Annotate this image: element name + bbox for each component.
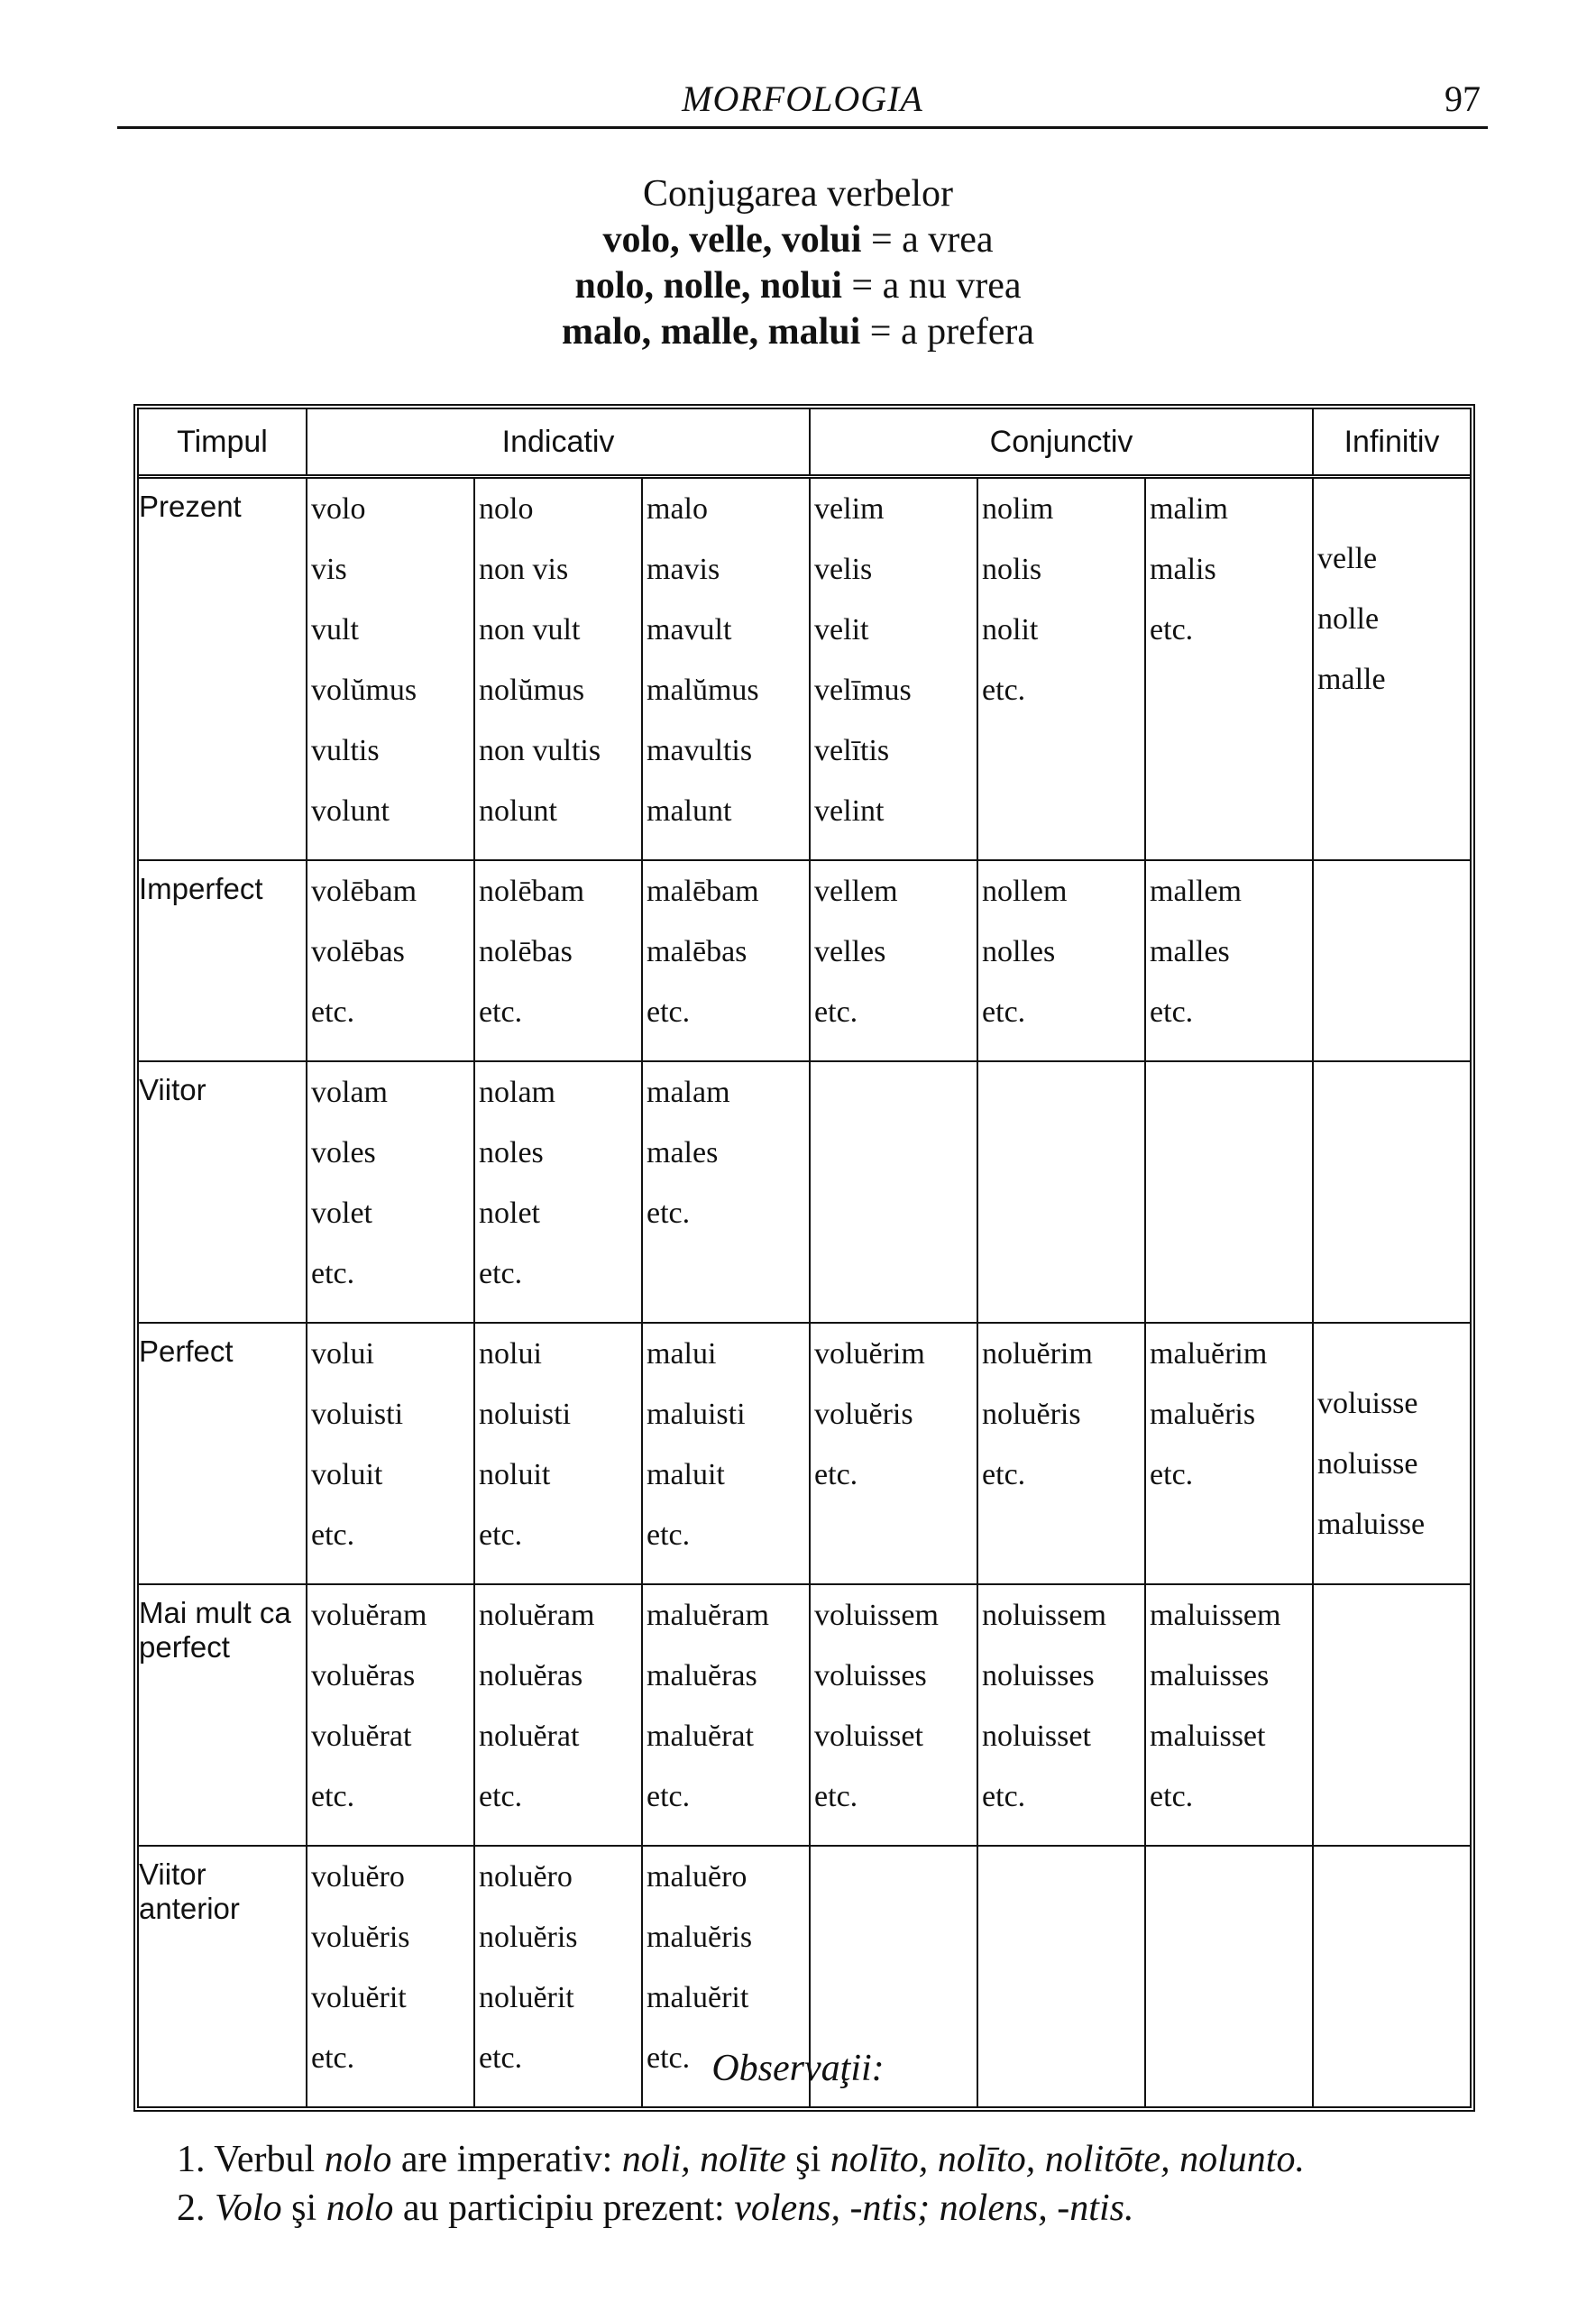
verb-form: voluisti xyxy=(311,1398,404,1431)
verb-form: nolŭmus xyxy=(479,674,585,707)
observations-title: Observaţii: xyxy=(711,2048,885,2089)
verb-form: nolet xyxy=(479,1197,540,1230)
note-segment: au participiu prezent: xyxy=(393,2187,735,2229)
note-segment: are imperativ: xyxy=(391,2139,622,2180)
conjunctiv-cell xyxy=(810,1584,977,1846)
verb-form: etc. xyxy=(1150,1780,1194,1813)
infinitiv-cell xyxy=(1313,477,1470,861)
tense-row xyxy=(139,1323,1470,1584)
header-infinitiv: Infinitiv xyxy=(1313,409,1470,477)
note-segment: nolo xyxy=(324,2139,392,2180)
verb-form: nolui xyxy=(479,1337,542,1371)
verb-form: etc. xyxy=(814,1780,858,1813)
indicativ-cell xyxy=(474,477,642,861)
verb-form: maluĕram xyxy=(647,1599,769,1632)
heading-verb-line xyxy=(0,217,1596,263)
verb-form: vult xyxy=(311,613,359,647)
indicativ-cell xyxy=(474,1323,642,1584)
verb-form: noluĕrat xyxy=(479,1720,580,1753)
conjunctiv-cell xyxy=(1145,1323,1313,1584)
verb-form: noluit xyxy=(479,1458,551,1491)
verb-form: maluĕras xyxy=(647,1659,757,1692)
heading-verb-line xyxy=(0,263,1596,309)
verb-form: voluĕrim xyxy=(814,1337,925,1371)
header-timpul: Timpul xyxy=(139,409,307,477)
indicativ-cell xyxy=(474,1061,642,1323)
verb-form: nolam xyxy=(479,1076,555,1109)
verb-form: noluĕram xyxy=(479,1599,595,1632)
verb-form: voluisset xyxy=(814,1720,923,1753)
verb-form: non vultis xyxy=(479,734,601,767)
verb-form: nolēbam xyxy=(479,875,585,908)
verb-form: etc. xyxy=(311,2041,355,2075)
verb-form: etc. xyxy=(982,995,1026,1029)
verb-form: voles xyxy=(311,1136,376,1169)
verb-form: voluit xyxy=(311,1458,383,1491)
conjunctiv-cell xyxy=(810,860,977,1061)
header-row xyxy=(139,409,1470,477)
conjunctiv-cell xyxy=(1145,477,1313,861)
verb-form: noluĕro xyxy=(479,1860,573,1894)
note-segment: volens, -ntis; nolens, -ntis. xyxy=(734,2187,1134,2229)
verb-form: vellem xyxy=(814,875,898,908)
verb-form: noluĕrit xyxy=(479,1981,574,2014)
verb-form: maluĕrim xyxy=(1150,1337,1268,1371)
observation-note xyxy=(177,2135,1305,2184)
verb-forms: malo, malle, malui xyxy=(561,311,861,353)
verb-form: volēbam xyxy=(311,875,417,908)
verb-form: velis xyxy=(814,553,873,586)
conjunctiv-cell xyxy=(977,1584,1145,1846)
verb-form: mavis xyxy=(647,553,720,586)
verb-form: noluisses xyxy=(982,1659,1095,1692)
verb-form: velles xyxy=(814,935,886,968)
conjunctiv-cell xyxy=(810,1323,977,1584)
verb-form: nolle xyxy=(1317,602,1380,636)
section-heading xyxy=(0,171,1596,355)
indicativ-cell xyxy=(307,477,474,861)
verb-form: etc. xyxy=(311,1257,355,1290)
verb-form: mavultis xyxy=(647,734,753,767)
verb-form: etc. xyxy=(982,1458,1026,1491)
verb-form: etc. xyxy=(982,674,1026,707)
verb-form: etc. xyxy=(647,1780,691,1813)
note-segment: 2. xyxy=(177,2187,215,2229)
verb-form: non vis xyxy=(479,553,569,586)
observation-note xyxy=(177,2184,1305,2233)
tense-label: Prezent xyxy=(139,490,242,523)
verb-form: volui xyxy=(311,1337,374,1371)
observations-notes xyxy=(177,2135,1305,2233)
verb-form: nolles xyxy=(982,935,1056,968)
note-segment: Volo xyxy=(215,2187,282,2229)
verb-form: noles xyxy=(479,1136,544,1169)
verb-form: noluissem xyxy=(982,1599,1106,1632)
heading-verb-line xyxy=(0,309,1596,355)
verb-form: etc. xyxy=(982,1780,1026,1813)
verb-form: noluĕris xyxy=(479,1921,578,1954)
infinitiv-cell xyxy=(1313,1061,1470,1323)
tense-row xyxy=(139,477,1470,861)
infinitiv-cell xyxy=(1313,1323,1470,1584)
running-title: MORFOLOGIA xyxy=(682,78,923,119)
note-segment: noli, nolīte xyxy=(621,2139,786,2180)
indicativ-cell xyxy=(642,1323,810,1584)
verb-form: voluissem xyxy=(814,1599,939,1632)
verb-form: maluisses xyxy=(1150,1659,1270,1692)
verb-form: malles xyxy=(1150,935,1230,968)
verb-form: volunt xyxy=(311,794,390,828)
indicativ-cell xyxy=(307,1061,474,1323)
tense-row xyxy=(139,1584,1470,1846)
tense-row xyxy=(139,860,1470,1061)
verb-form: malo xyxy=(647,492,708,526)
tense-label: Perfect xyxy=(139,1323,307,1584)
indicativ-cell xyxy=(642,477,810,861)
verb-form: voluĕram xyxy=(311,1599,427,1632)
verb-form: nolim xyxy=(982,492,1054,526)
verb-form: velīmus xyxy=(814,674,912,707)
conjunctiv-cell xyxy=(1145,1584,1313,1846)
verb-form: malam xyxy=(647,1076,730,1109)
verb-form: nolo xyxy=(479,492,534,526)
verb-form: vultis xyxy=(311,734,380,767)
verb-form: velint xyxy=(814,794,885,828)
verb-form: maluit xyxy=(647,1458,725,1491)
infinitiv-cell xyxy=(1313,860,1470,1061)
page-number: 97 xyxy=(1445,78,1481,119)
verb-form: etc. xyxy=(647,995,691,1029)
verb-form: mallem xyxy=(1150,875,1242,908)
conjunctiv-cell xyxy=(977,1061,1145,1323)
verb-form: etc. xyxy=(479,1518,523,1552)
conjunctiv-cell xyxy=(1145,1061,1313,1323)
verb-form: etc. xyxy=(479,2041,523,2075)
indicativ-cell xyxy=(642,1584,810,1846)
conjunctiv-cell xyxy=(810,477,977,861)
verb-form: maluĕris xyxy=(647,1921,753,1954)
indicativ-cell xyxy=(307,860,474,1061)
verb-form: volam xyxy=(311,1076,388,1109)
verb-form: voluĕras xyxy=(311,1659,416,1692)
note-segment: nolīto, nolīto, nolitōte, nolunto. xyxy=(830,2139,1305,2180)
conjunctiv-cell xyxy=(977,1323,1145,1584)
verb-form: malunt xyxy=(647,794,732,828)
note-segment: nolo xyxy=(326,2187,394,2229)
verb-form: etc. xyxy=(1150,1458,1194,1491)
verb-form: etc. xyxy=(814,995,858,1029)
verb-form: noluisse xyxy=(1317,1447,1418,1481)
note-segment: 1. Verbul xyxy=(177,2139,325,2180)
indicativ-cell xyxy=(474,860,642,1061)
verb-form: volet xyxy=(311,1197,372,1230)
verb-form: etc. xyxy=(647,1518,691,1552)
verb-form: voluĕrit xyxy=(311,1981,407,2014)
conjunctiv-cell xyxy=(977,860,1145,1061)
conjunctiv-cell xyxy=(977,477,1145,861)
running-header xyxy=(117,72,1488,129)
verb-form: maluisset xyxy=(1150,1720,1266,1753)
verb-form: etc. xyxy=(1150,995,1194,1029)
verb-form: maluĕrat xyxy=(647,1720,754,1753)
conjugation-table xyxy=(133,404,1475,2112)
verb-form: maluĕrit xyxy=(647,1981,749,2014)
verb-form: velle xyxy=(1317,542,1378,575)
note-segment: şi xyxy=(281,2187,326,2229)
verb-form: malēbas xyxy=(647,935,748,968)
tense-row xyxy=(139,1061,1470,1323)
verb-form: volo xyxy=(311,492,366,526)
verb-form: malle xyxy=(1317,663,1386,696)
verb-form: nolēbas xyxy=(479,935,573,968)
verb-form: etc. xyxy=(479,1257,523,1290)
heading-line: Conjugarea verbelor xyxy=(642,173,954,215)
verb-form: mavult xyxy=(647,613,732,647)
verb-form: malui xyxy=(647,1337,717,1371)
verb-form: malim xyxy=(1150,492,1228,526)
conjunctiv-cell xyxy=(1145,860,1313,1061)
tense-label: Imperfect xyxy=(139,860,307,1061)
verb-form: noluisti xyxy=(479,1398,572,1431)
verb-form: voluisses xyxy=(814,1659,927,1692)
tense-label: Mai mult ca perfect xyxy=(139,1584,307,1846)
note-segment: şi xyxy=(785,2139,830,2180)
verb-form: etc. xyxy=(311,1518,355,1552)
infinitiv-cell xyxy=(1313,1584,1470,1846)
verb-form: malēbam xyxy=(647,875,759,908)
indicativ-cell xyxy=(307,1323,474,1584)
verb-meaning: = a vrea xyxy=(861,219,994,261)
verb-form: maluissem xyxy=(1150,1599,1281,1632)
verb-form: voluĕro xyxy=(311,1860,405,1894)
tense-label: Viitor xyxy=(139,1061,307,1323)
verb-form: voluĕrat xyxy=(311,1720,412,1753)
verb-forms: volo, velle, volui xyxy=(602,219,862,261)
indicativ-cell xyxy=(474,1584,642,1846)
verb-form: nollem xyxy=(982,875,1068,908)
verb-form: noluĕrim xyxy=(982,1337,1093,1371)
verb-form: etc. xyxy=(479,995,523,1029)
verb-form: nolit xyxy=(982,613,1039,647)
verb-form: nolis xyxy=(982,553,1042,586)
verb-form: voluĕris xyxy=(311,1921,410,1954)
header-conjunctiv: Conjunctiv xyxy=(810,409,1313,477)
verb-form: males xyxy=(647,1136,719,1169)
verb-form: etc. xyxy=(814,1458,858,1491)
verb-form: etc. xyxy=(1150,613,1194,647)
verb-form: maluĕro xyxy=(647,1860,748,1894)
verb-form: voluĕris xyxy=(814,1398,913,1431)
verb-form: etc. xyxy=(311,1780,355,1813)
verb-form: maluĕris xyxy=(1150,1398,1256,1431)
verb-form: noluisset xyxy=(982,1720,1091,1753)
verb-form: maluisse xyxy=(1317,1508,1426,1541)
indicativ-cell xyxy=(642,860,810,1061)
verb-form: etc. xyxy=(311,995,355,1029)
verb-form: velītis xyxy=(814,734,890,767)
verb-form: malis xyxy=(1150,553,1216,586)
verb-form: volēbas xyxy=(311,935,405,968)
verb-form: noluĕras xyxy=(479,1659,583,1692)
indicativ-cell xyxy=(307,1584,474,1846)
verb-form: non vult xyxy=(479,613,581,647)
verb-form: etc. xyxy=(647,2041,691,2075)
verb-form: velim xyxy=(814,492,885,526)
tense-label: Viitor anterior xyxy=(139,1846,307,2106)
indicativ-cell xyxy=(642,1061,810,1323)
verb-form: etc. xyxy=(647,1197,691,1230)
verb-form: volŭmus xyxy=(311,674,417,707)
verb-form: nolunt xyxy=(479,794,557,828)
conjunctiv-cell xyxy=(810,1061,977,1323)
verb-forms: nolo, nolle, nolui xyxy=(574,265,842,307)
verb-form: noluĕris xyxy=(982,1398,1081,1431)
verb-form: maluisti xyxy=(647,1398,746,1431)
verb-form: malŭmus xyxy=(647,674,759,707)
verb-form: velit xyxy=(814,613,869,647)
verb-form: voluisse xyxy=(1317,1387,1418,1420)
verb-meaning: = a prefera xyxy=(860,311,1035,353)
verb-form: vis xyxy=(311,553,347,586)
verb-meaning: = a nu vrea xyxy=(841,265,1022,307)
header-indicativ: Indicativ xyxy=(307,409,810,477)
verb-form: etc. xyxy=(479,1780,523,1813)
